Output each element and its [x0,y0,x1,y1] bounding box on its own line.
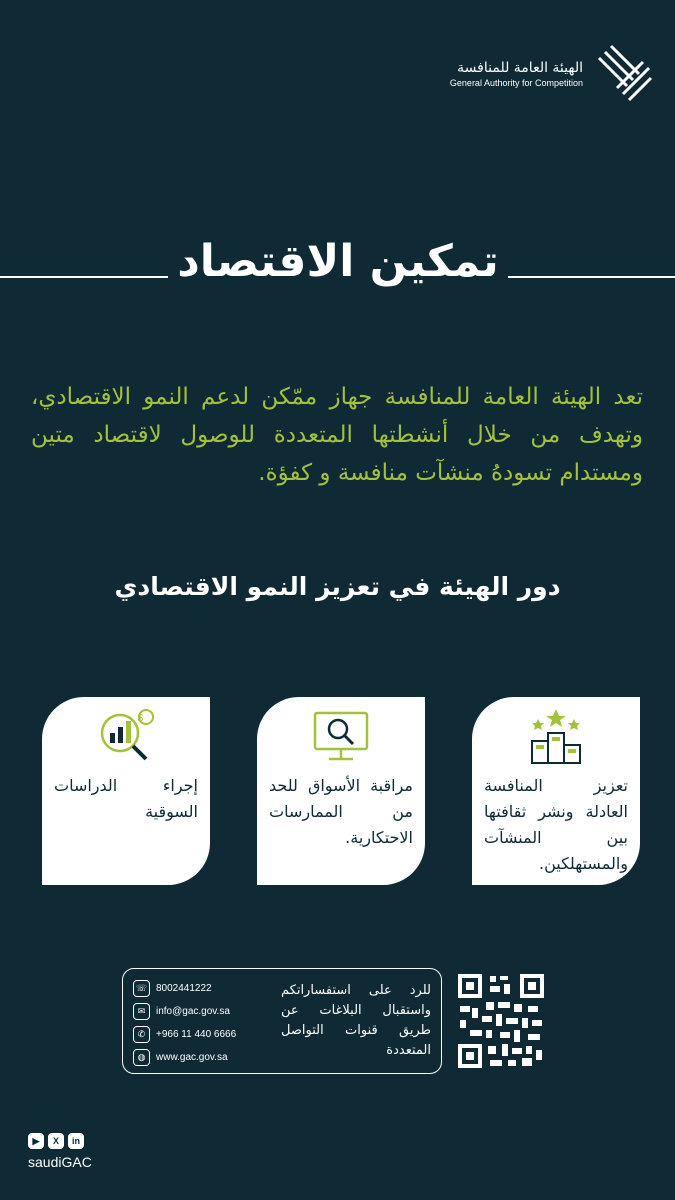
contact-email[interactable] [133,1000,236,1023]
card-monitoring [257,697,425,885]
page-title: تمكين الاقتصاد [177,235,499,287]
svg-text:$: $ [137,713,143,724]
stars-podium-icon [524,707,588,767]
whatsapp-icon: ✆ [133,1026,150,1043]
youtube-icon[interactable]: ▶ [28,1133,44,1149]
social-handle: saudiGAC [28,1154,92,1170]
logo-name-en: General Authority for Competition [449,78,583,88]
x-icon[interactable]: X [48,1133,64,1149]
social-icons [28,1133,84,1149]
card-text: إجراء الدراسات السوقية [54,776,198,821]
magnifier-monitor-icon [309,707,373,767]
contact-list [133,977,236,1069]
intro-paragraph: تعد الهيئة العامة للمنافسة جهاز ممّكن لدعم النمو الاقتصادي، وتهدف من خلال أنشطتها المتعددة للوصول لاقتصاد متين ومستدام تسودهُ منشآت منافسة و كفؤة. [31,384,643,486]
phone-icon: ☏ [133,980,150,997]
contact-website[interactable] [133,1046,236,1069]
market-research-icon [94,707,158,767]
logo-name-ar: الهيئة العامة للمنافسة [457,60,583,76]
contact-message: للرد على استفساراتكم واستقبال البلاغات عن طريق قنوات التواصل المتعددة [281,983,431,1058]
header-logo [450,44,653,104]
contact-phone[interactable] [133,977,236,1000]
gac-logo-icon [593,44,653,104]
card-competition [472,697,640,885]
qr-code-icon[interactable] [456,972,546,1070]
card-text: تعزيز المنافسة العادلة ونشر ثقافتها بين المنشآت والمستهلكين. [484,776,628,873]
contact-whatsapp[interactable] [133,1023,236,1046]
contact-whatsapp-text: +966 11 440 6666 [156,1029,237,1040]
linkedin-icon[interactable]: in [68,1133,84,1149]
globe-icon: ◍ [133,1049,150,1066]
contact-box [122,968,442,1074]
card-research [42,697,210,885]
contact-phone-text: 8002441222 [156,983,212,994]
title-box [168,226,508,296]
contact-email-text: info@gac.gov.sa [156,1006,230,1017]
mail-icon: ✉ [133,1003,150,1020]
contact-website-text: www.gac.gov.sa [156,1052,228,1063]
role-heading: دور الهيئة في تعزيز النمو الاقتصادي [114,572,561,601]
card-text: مراقبة الأسواق للحد من الممارسات الاحتكارية. [269,776,413,847]
logo-text [450,59,583,89]
